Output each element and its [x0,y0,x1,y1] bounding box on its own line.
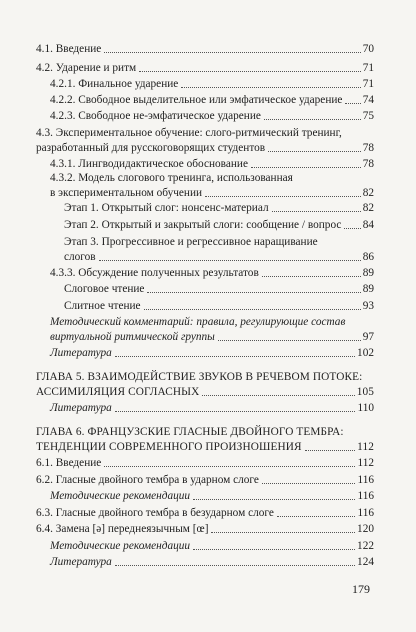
leader-dots [344,227,360,229]
leader-dots [305,449,356,451]
toc-entry-page: 71 [362,78,374,90]
leader-dots [264,118,361,120]
toc-entry-page: 89 [362,267,374,279]
toc-entry-label: слогов [64,251,96,263]
toc-entry [50,331,374,344]
toc-entry [50,556,374,569]
toc-entry-page: 84 [362,219,374,231]
toc-entry-page: 97 [362,331,374,343]
leader-dots [202,394,354,396]
toc-entry-page: 116 [357,507,374,519]
toc-entry [64,202,374,215]
toc-entry-page: 116 [357,474,374,486]
toc-entry-label: виртуальной ритмической группы [50,331,215,343]
chapter-heading-label: ТЕНДЕНЦИИ СОВРЕМЕННОГО ПРОИЗНОШЕНИЯ [36,441,302,453]
leader-dots [218,339,361,341]
toc-entry-page: 112 [357,457,374,469]
toc-entry [50,402,374,415]
toc-entry-page: 124 [357,556,374,568]
toc-entry-page: 86 [362,251,374,263]
toc-entry-label: Литература [50,402,112,414]
toc-entry-page: 112 [357,441,374,453]
toc-entry-page: 110 [357,402,374,414]
toc-entry-label: 4.3.3. Обсуждение полученных результатов [50,267,259,279]
toc-entry-label: Литература [50,556,112,568]
toc-entry [50,490,374,503]
toc-entry-page: 70 [362,43,374,55]
toc-entry [64,300,374,313]
toc-entry-page: 71 [362,62,374,74]
leader-dots [147,291,360,293]
leader-dots [104,465,355,467]
leader-dots [115,410,356,412]
toc-entry-label: разработанный для русскоговорящих студентов [36,142,266,154]
leader-dots [181,86,360,88]
leader-dots [345,102,360,104]
toc-entry [36,507,374,520]
leader-dots [262,275,361,277]
chapter-heading-line1: ГЛАВА 6. ФРАНЦУЗСКИЕ ГЛАСНЫЕ ДВОЙНОГО ТЕМБРА: [36,426,344,438]
toc-entry-label: Слоговое чтение [64,283,145,295]
toc-entry [64,219,374,232]
leader-dots [144,308,361,310]
toc-entry [36,142,374,155]
chapter-heading-label: АССИМИЛЯЦИЯ СОГЛАСНЫХ [36,386,200,398]
toc-entry [36,62,374,75]
toc-entry [50,347,374,360]
toc-entry [50,158,374,171]
toc-entry [36,523,374,536]
toc-entry-label: 4.2.3. Свободное не-эмфатическое ударение [50,110,261,122]
toc-entry-label: 4.3.1. Лингводидактическое обоснование [50,158,248,170]
toc-entry-page: 74 [362,94,374,106]
page-number: 179 [352,582,370,596]
toc-entry [50,78,374,91]
leader-dots [268,150,361,152]
toc-entry-label: 6.2. Гласные двойного тембра в ударном слоге [36,474,259,486]
toc-entry-page: 93 [362,300,374,312]
leader-dots [262,482,356,484]
leader-dots [205,195,361,197]
leader-dots [115,564,355,566]
leader-dots [104,51,360,53]
toc-entry-label: 6.1. Введение [36,457,102,469]
leader-dots [139,70,361,72]
toc-entry-label: 4.1. Введение [36,43,102,55]
toc-entry-page: 75 [362,110,374,122]
leader-dots [193,548,355,550]
toc-entry-page: 105 [356,386,374,398]
leader-dots [272,210,361,212]
chapter-heading [36,386,374,399]
toc-entry-label: Слитное чтение [64,300,141,312]
leader-dots [211,531,355,533]
toc-entry-line1: 4.3.2. Модель слогового тренинга, использованная [50,172,293,184]
toc-entry-page: 120 [357,523,374,535]
toc-entry [36,43,374,56]
chapter-heading-line1: ГЛАВА 5. ВЗАИМОДЕЙСТВИЕ ЗВУКОВ В РЕЧЕВОМ ПОТОКЕ: [36,371,363,383]
toc-entry [50,94,374,107]
toc-entry-page: 78 [362,142,374,154]
chapter-heading [36,441,374,454]
toc-entry-label: Методические рекомендации [50,490,191,502]
toc-entry-page: 116 [357,490,374,502]
toc-entry [50,540,374,553]
toc-entry [64,283,374,296]
toc-entry-label: Этап 1. Открытый слог: нонсенс-материал [64,202,269,214]
toc-entry-label: в экспериментальном обучении [50,187,203,199]
toc-entry-page: 89 [362,283,374,295]
toc-entry-line1: Методический комментарий: правила, регулирующие состав [50,316,346,328]
toc-entry-page: 122 [357,540,374,552]
toc-entry-label: 4.2.2. Свободное выделительное или эмфатическое ударение [50,94,343,106]
toc-entry-label: 4.2. Ударение и ритм [36,62,137,74]
toc-entry [50,267,374,280]
leader-dots [277,515,356,517]
toc-entry-label: 6.3. Гласные двойного тембра в безударном слоге [36,507,274,519]
toc-entry-line1: Этап 3. Прогрессивное и регрессивное наращивание [64,236,318,248]
toc-entry-page: 82 [362,202,374,214]
toc-entry-page: 102 [357,347,374,359]
toc-entry [50,187,374,200]
toc-entry-line1: 4.3. Экспериментальное обучение: слого-ритмический тренинг, [36,127,342,139]
toc-entry-label: Методические рекомендации [50,540,191,552]
leader-dots [251,166,361,168]
toc-entry-label: Литература [50,347,112,359]
toc-entry-label: Этап 2. Открытый и закрытый слоги: сообщение / вопрос [64,219,342,231]
toc-entry [64,251,374,264]
leader-dots [99,259,361,261]
toc-entry-label: 6.4. Замена [ə] переднеязычным [œ] [36,523,209,535]
toc-entry-page: 82 [362,187,374,199]
toc-entry [36,474,374,487]
toc-entry-page: 78 [362,158,374,170]
leader-dots [115,355,355,357]
leader-dots [193,498,355,500]
toc-entry-label: 4.2.1. Финальное ударение [50,78,179,90]
toc-entry [36,457,374,470]
toc-entry [50,110,374,123]
